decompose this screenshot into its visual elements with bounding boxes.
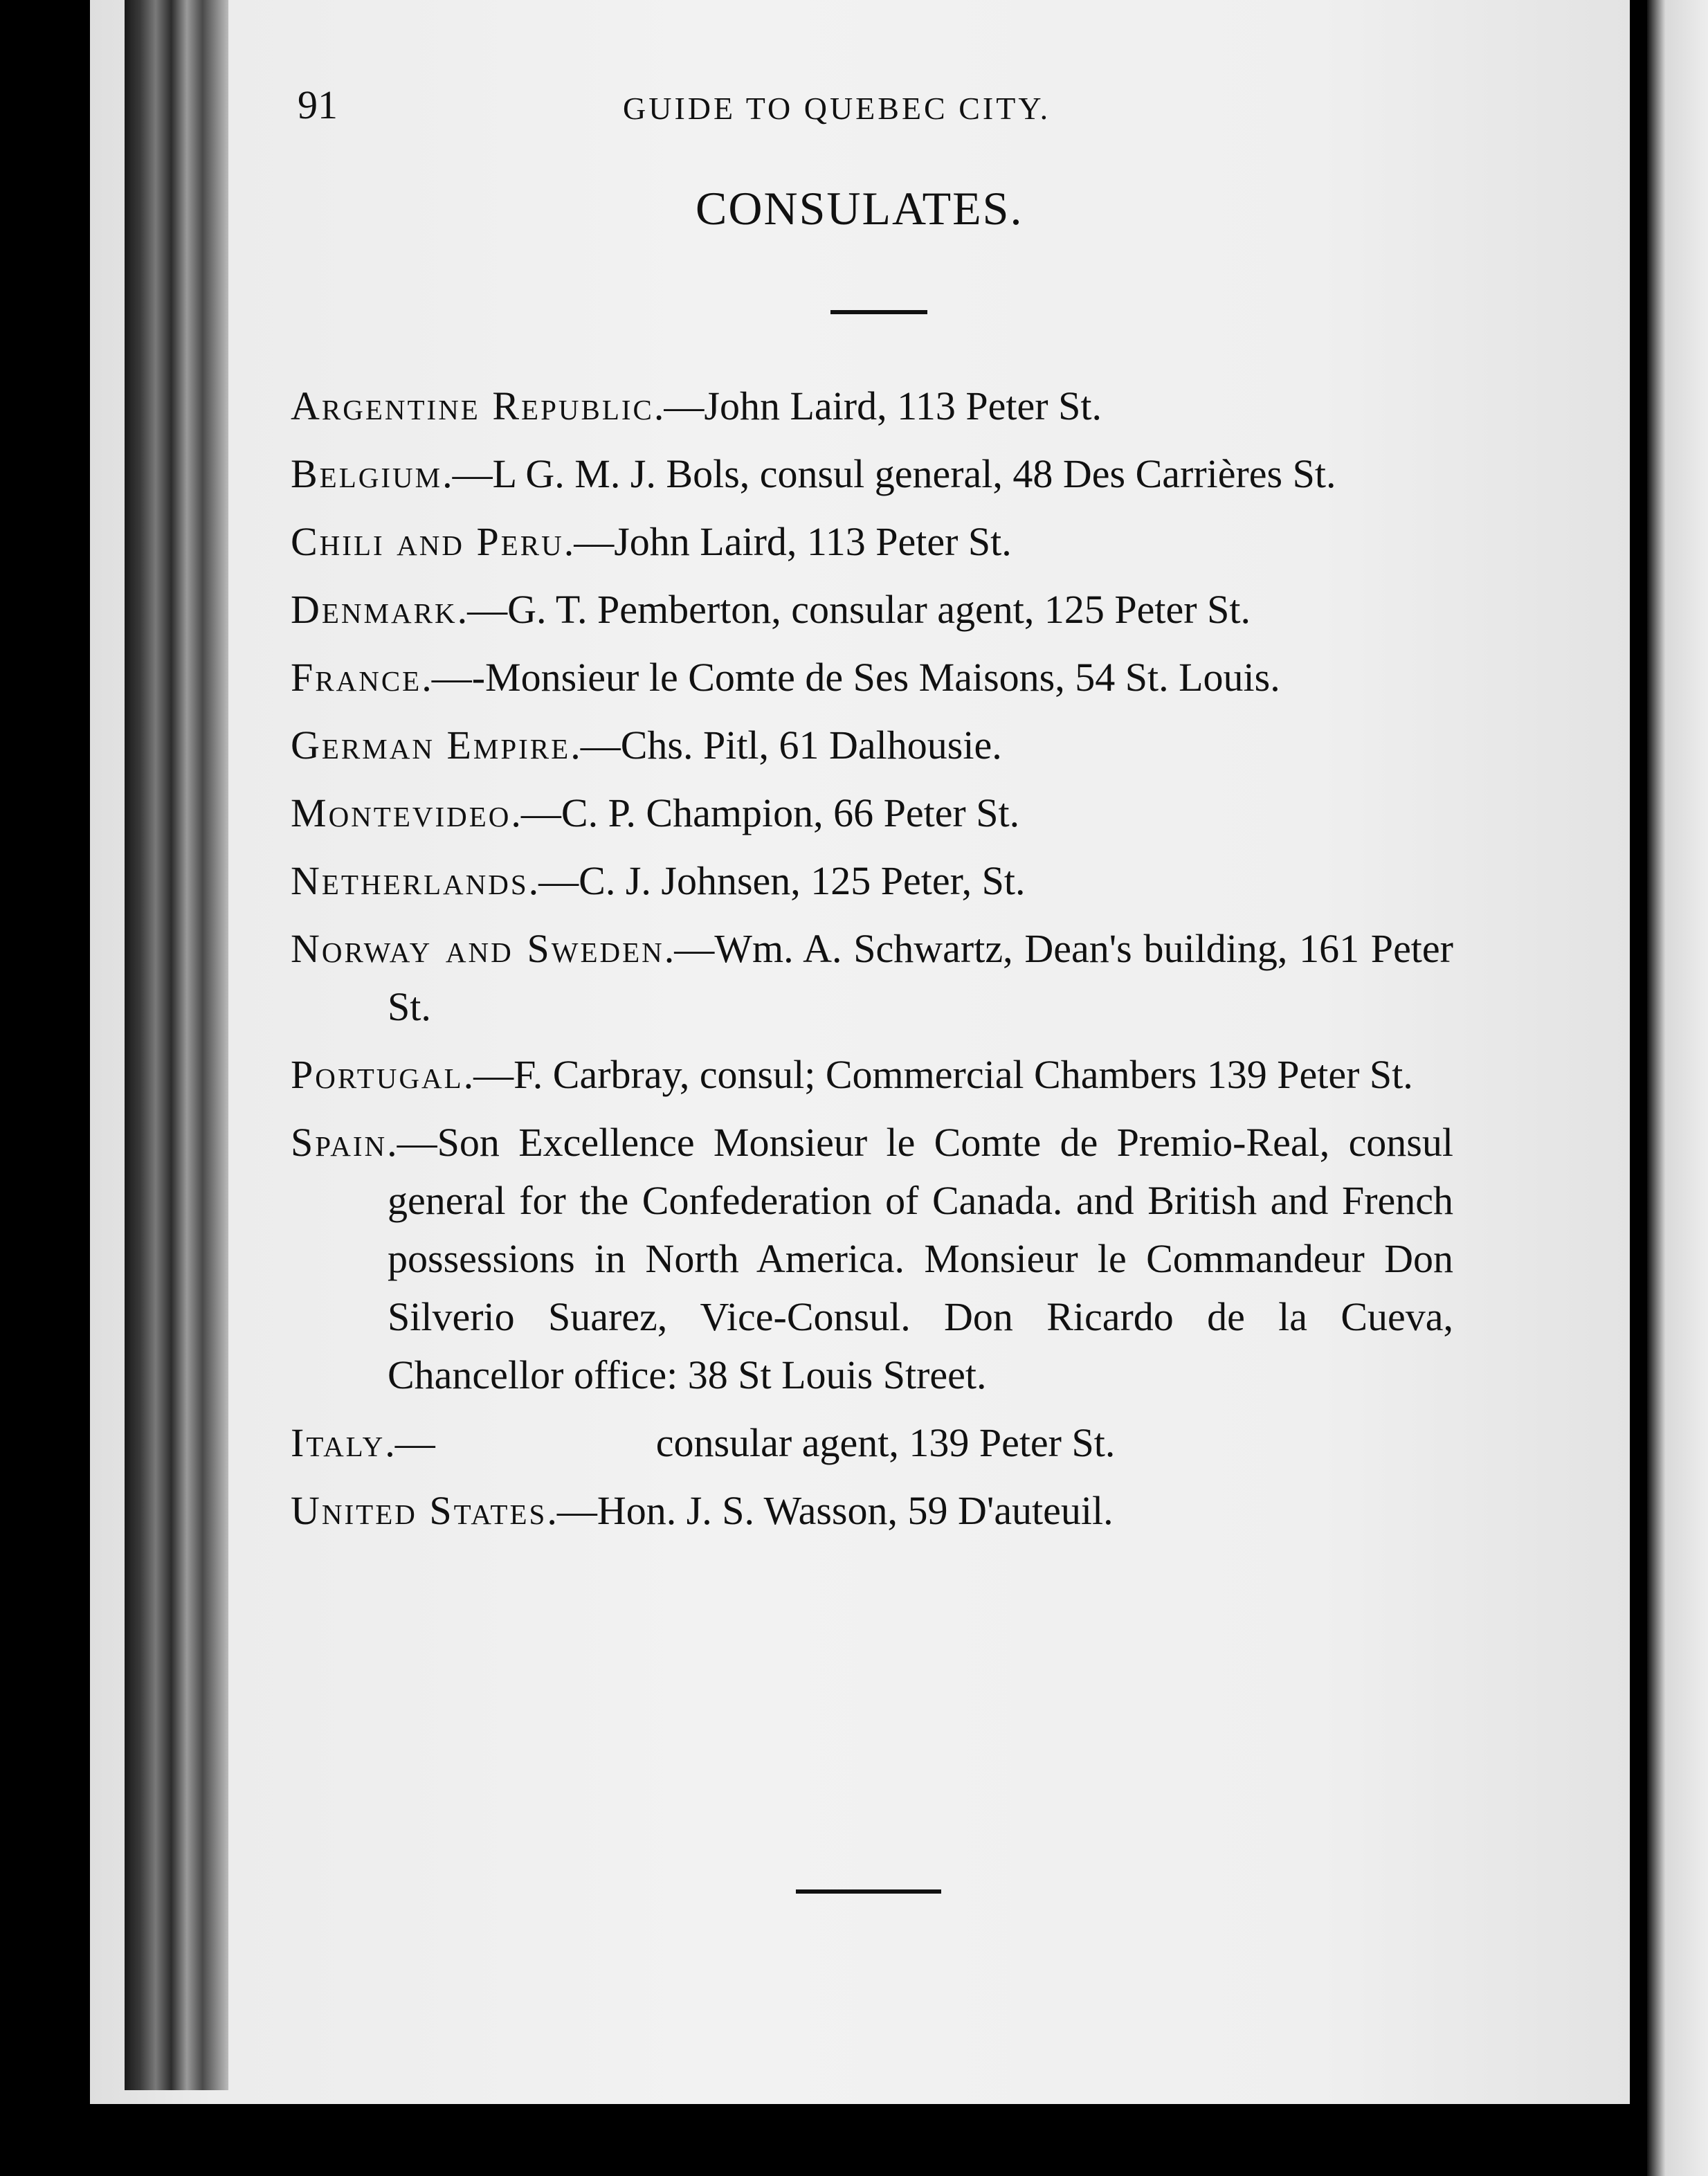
top-rule [830, 310, 927, 314]
consul-details: .—Chs. Pitl, 61 Dalhousie. [570, 723, 1002, 768]
consulate-entry [291, 784, 1453, 842]
consulate-list [291, 377, 1453, 1550]
country-name: France [291, 655, 422, 700]
consulate-entry [291, 716, 1453, 774]
country-name: Italy [291, 1420, 385, 1465]
consulate-entry [291, 920, 1453, 1036]
running-head [291, 82, 1453, 130]
country-name: Denmark [291, 587, 457, 632]
consul-details: .—-Monsieur le Comte de Ses Maisons, 54 St. Louis. [421, 655, 1280, 700]
consulate-entry [291, 1046, 1453, 1104]
consulate-entry [291, 1482, 1453, 1540]
country-name: Portugal [291, 1052, 464, 1097]
book-binding-edge [125, 0, 228, 2090]
consul-details: .—Son Excellence Monsieur le Comte de Premio-Real, consul general for the Confederation of Canada. and British and French possessions in North America. Monsieur le Commandeur Don Silverio Suarez, Vice-Consul. Don Ricardo de la Cueva, Chancellor office: 38 St Louis Street. [387, 1120, 1453, 1397]
consul-details: .—Wm. A. Schwartz, Dean's building, 161 Peter St. [388, 926, 1453, 1029]
consul-details: .—Hon. J. S. Wasson, 59 D'auteuil. [547, 1488, 1114, 1533]
country-name: Spain [291, 1120, 388, 1165]
consulate-entry [291, 852, 1453, 910]
consulate-entry [291, 649, 1453, 707]
section-title: CONSULATES. [696, 182, 1024, 235]
country-name: Chili and Peru [291, 519, 564, 564]
consulate-entry [291, 513, 1453, 571]
consulate-entry [291, 1414, 1453, 1472]
country-name: Argentine Republic [291, 383, 654, 428]
consul-details: .— consular agent, 139 Peter St. [385, 1420, 1116, 1465]
bottom-rule [796, 1889, 941, 1894]
consulate-entry [291, 445, 1453, 503]
consul-details: .—L G. M. J. Bols, consul general, 48 Des Carrières St. [442, 451, 1336, 496]
consulate-entry [291, 581, 1453, 639]
consul-details: .—G. T. Pemberton, consular agent, 125 Peter St. [457, 587, 1251, 632]
country-name: German Empire [291, 723, 571, 768]
country-name: Norway and Sweden [291, 926, 664, 971]
consulate-entry [291, 377, 1453, 435]
consul-details: .—John Laird, 113 Peter St. [653, 383, 1102, 428]
country-name: United States [291, 1488, 547, 1533]
page-number: 91 [298, 82, 338, 127]
consul-details: .—C. J. Johnsen, 125 Peter, St. [528, 858, 1026, 903]
consul-details: .—C. P. Champion, 66 Peter St. [511, 790, 1020, 835]
consulate-entry [291, 1114, 1453, 1404]
country-name: Belgium [291, 451, 443, 496]
consul-details: .—John Laird, 113 Peter St. [563, 519, 1012, 564]
consul-details: .—F. Carbray, consul; Commercial Chambers 139 Peter St. [463, 1052, 1413, 1097]
running-title: GUIDE TO QUEBEC CITY. [623, 91, 1051, 126]
next-page-edge [1647, 0, 1708, 2176]
country-name: Netherlands [291, 858, 529, 903]
country-name: Montevideo [291, 790, 511, 835]
